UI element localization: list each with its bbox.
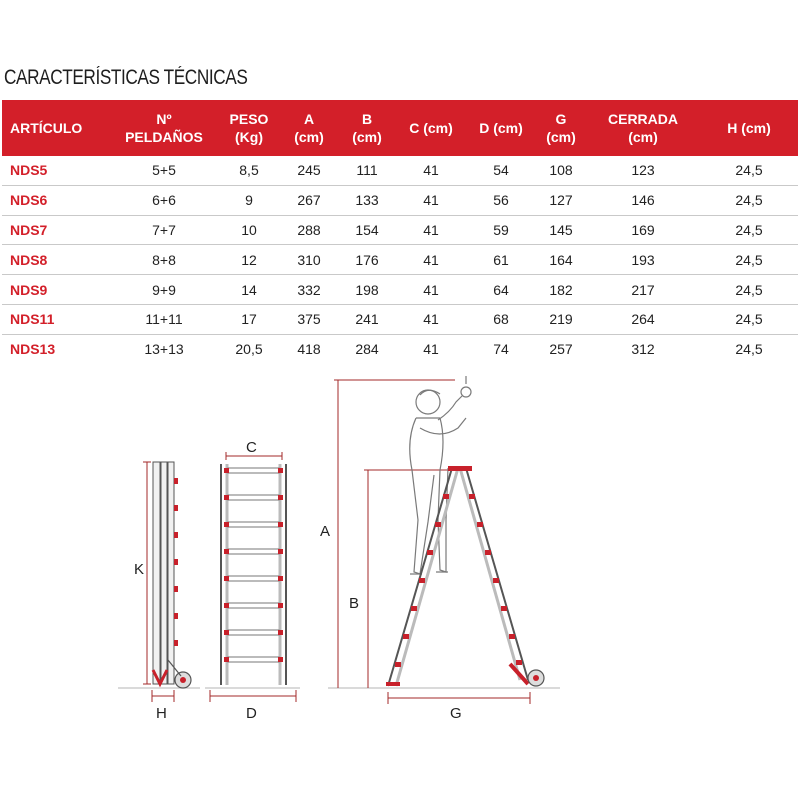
table-cell: 8,5 bbox=[218, 156, 280, 185]
table-cell: 24,5 bbox=[700, 245, 798, 275]
table-cell: 59 bbox=[466, 215, 536, 245]
column-header-label: A bbox=[303, 111, 315, 127]
column-header-unit: (cm) bbox=[352, 129, 382, 145]
table-cell: 64 bbox=[466, 275, 536, 305]
table-cell: 68 bbox=[466, 304, 536, 334]
table-cell: 41 bbox=[396, 156, 466, 185]
column-header-unit: (Kg) bbox=[235, 129, 263, 145]
page-title: CARACTERÍSTICAS TÉCNICAS bbox=[4, 66, 248, 89]
column-header-label: B bbox=[361, 111, 373, 127]
table-cell: 241 bbox=[338, 304, 396, 334]
article-code: NDS8 bbox=[2, 245, 110, 275]
table-cell: 10 bbox=[218, 215, 280, 245]
dimension-label-k: K bbox=[134, 561, 145, 578]
table-cell: 13+13 bbox=[144, 341, 184, 358]
table-cell: 123 bbox=[586, 156, 700, 185]
column-header-label: C (cm) bbox=[409, 120, 453, 136]
table-cell: 375 bbox=[280, 304, 338, 334]
table-cell: 61 bbox=[466, 245, 536, 275]
table-cell: 111 bbox=[338, 156, 396, 185]
table-cell: 24,5 bbox=[700, 275, 798, 305]
dimension-label-b: B bbox=[349, 595, 360, 612]
table-cell: 6+6 bbox=[110, 185, 218, 215]
table-cell: 310 bbox=[280, 245, 338, 275]
folded-ladder bbox=[134, 462, 191, 722]
front-view-steps bbox=[224, 468, 283, 662]
front-view-ladder bbox=[210, 439, 296, 722]
folded-steps bbox=[174, 478, 178, 646]
table-cell: 198 bbox=[338, 275, 396, 305]
table-cell: 24,5 bbox=[700, 304, 798, 334]
dimension-label-a: A bbox=[320, 523, 331, 540]
table-cell: 5+5 bbox=[110, 156, 218, 185]
table-cell: 288 bbox=[280, 215, 338, 245]
table-cell: 219 bbox=[536, 304, 586, 334]
table-cell: 56 bbox=[466, 185, 536, 215]
table-cell: 154 bbox=[338, 215, 396, 245]
dimension-label-d: D bbox=[246, 705, 257, 722]
column-header-label: D (cm) bbox=[479, 120, 523, 136]
column-header-unit: (cm) bbox=[294, 129, 324, 145]
table-cell: 14 bbox=[218, 275, 280, 305]
dimension-label-c: C bbox=[246, 439, 257, 456]
table-cell: 133 bbox=[338, 185, 396, 215]
open-ladder bbox=[320, 376, 544, 722]
article-code: NDS13 bbox=[10, 341, 56, 358]
article-code: NDS5 bbox=[2, 156, 110, 185]
table-cell: 169 bbox=[586, 215, 700, 245]
column-header-label: H (cm) bbox=[727, 120, 771, 136]
column-header-label: G bbox=[555, 111, 567, 127]
table-cell: 146 bbox=[586, 185, 700, 215]
table-cell: 24,5 bbox=[700, 185, 798, 215]
table-cell: 41 bbox=[396, 215, 466, 245]
table-cell: 20,5 bbox=[235, 341, 263, 358]
table-cell: 193 bbox=[586, 245, 700, 275]
dimension-label-h: H bbox=[156, 705, 167, 722]
table-cell: 264 bbox=[586, 304, 700, 334]
table-cell: 284 bbox=[355, 341, 379, 358]
article-code: NDS11 bbox=[2, 304, 110, 334]
table-cell: 24,5 bbox=[735, 341, 763, 358]
table-cell: 127 bbox=[536, 185, 586, 215]
article-code: NDS9 bbox=[2, 275, 110, 305]
column-header-unit: (cm) bbox=[546, 129, 576, 145]
table-cell: 257 bbox=[549, 341, 573, 358]
column-header-label: ARTÍCULO bbox=[10, 120, 83, 136]
table-cell: 24,5 bbox=[700, 156, 798, 185]
table-cell: 145 bbox=[536, 215, 586, 245]
table-cell: 176 bbox=[338, 245, 396, 275]
table-cell: 54 bbox=[466, 156, 536, 185]
dimension-label-g: G bbox=[450, 705, 462, 722]
table-cell: 41 bbox=[423, 341, 439, 358]
article-code: NDS7 bbox=[2, 215, 110, 245]
table-cell: 9 bbox=[218, 185, 280, 215]
table-cell: 182 bbox=[536, 275, 586, 305]
column-header-unit: (cm) bbox=[628, 129, 658, 145]
article-code: NDS6 bbox=[2, 185, 110, 215]
table-cell: 41 bbox=[396, 275, 466, 305]
table-cell: 11+11 bbox=[110, 304, 218, 334]
open-ladder-steps bbox=[395, 494, 522, 667]
table-cell: 217 bbox=[586, 275, 700, 305]
table-cell: 164 bbox=[536, 245, 586, 275]
table-cell: 245 bbox=[280, 156, 338, 185]
table-cell: 24,5 bbox=[700, 215, 798, 245]
column-header-unit: PELDAÑOS bbox=[125, 129, 203, 145]
table-cell: 418 bbox=[297, 341, 321, 358]
table-cell: 267 bbox=[280, 185, 338, 215]
table-cell: 17 bbox=[218, 304, 280, 334]
table-cell: 74 bbox=[493, 341, 509, 358]
table-cell: 9+9 bbox=[110, 275, 218, 305]
table-cell: 41 bbox=[396, 245, 466, 275]
table-cell: 332 bbox=[280, 275, 338, 305]
column-header-label: PESO bbox=[229, 111, 269, 127]
table-cell: 108 bbox=[536, 156, 586, 185]
column-header-label: CERRADA bbox=[608, 111, 678, 127]
table-cell: 12 bbox=[218, 245, 280, 275]
column-header-label: Nº bbox=[156, 111, 172, 127]
table-cell: 41 bbox=[396, 185, 466, 215]
table-cell: 312 bbox=[631, 341, 655, 358]
table-cell: 7+7 bbox=[110, 215, 218, 245]
table-cell: 8+8 bbox=[110, 245, 218, 275]
table-cell: 41 bbox=[396, 304, 466, 334]
